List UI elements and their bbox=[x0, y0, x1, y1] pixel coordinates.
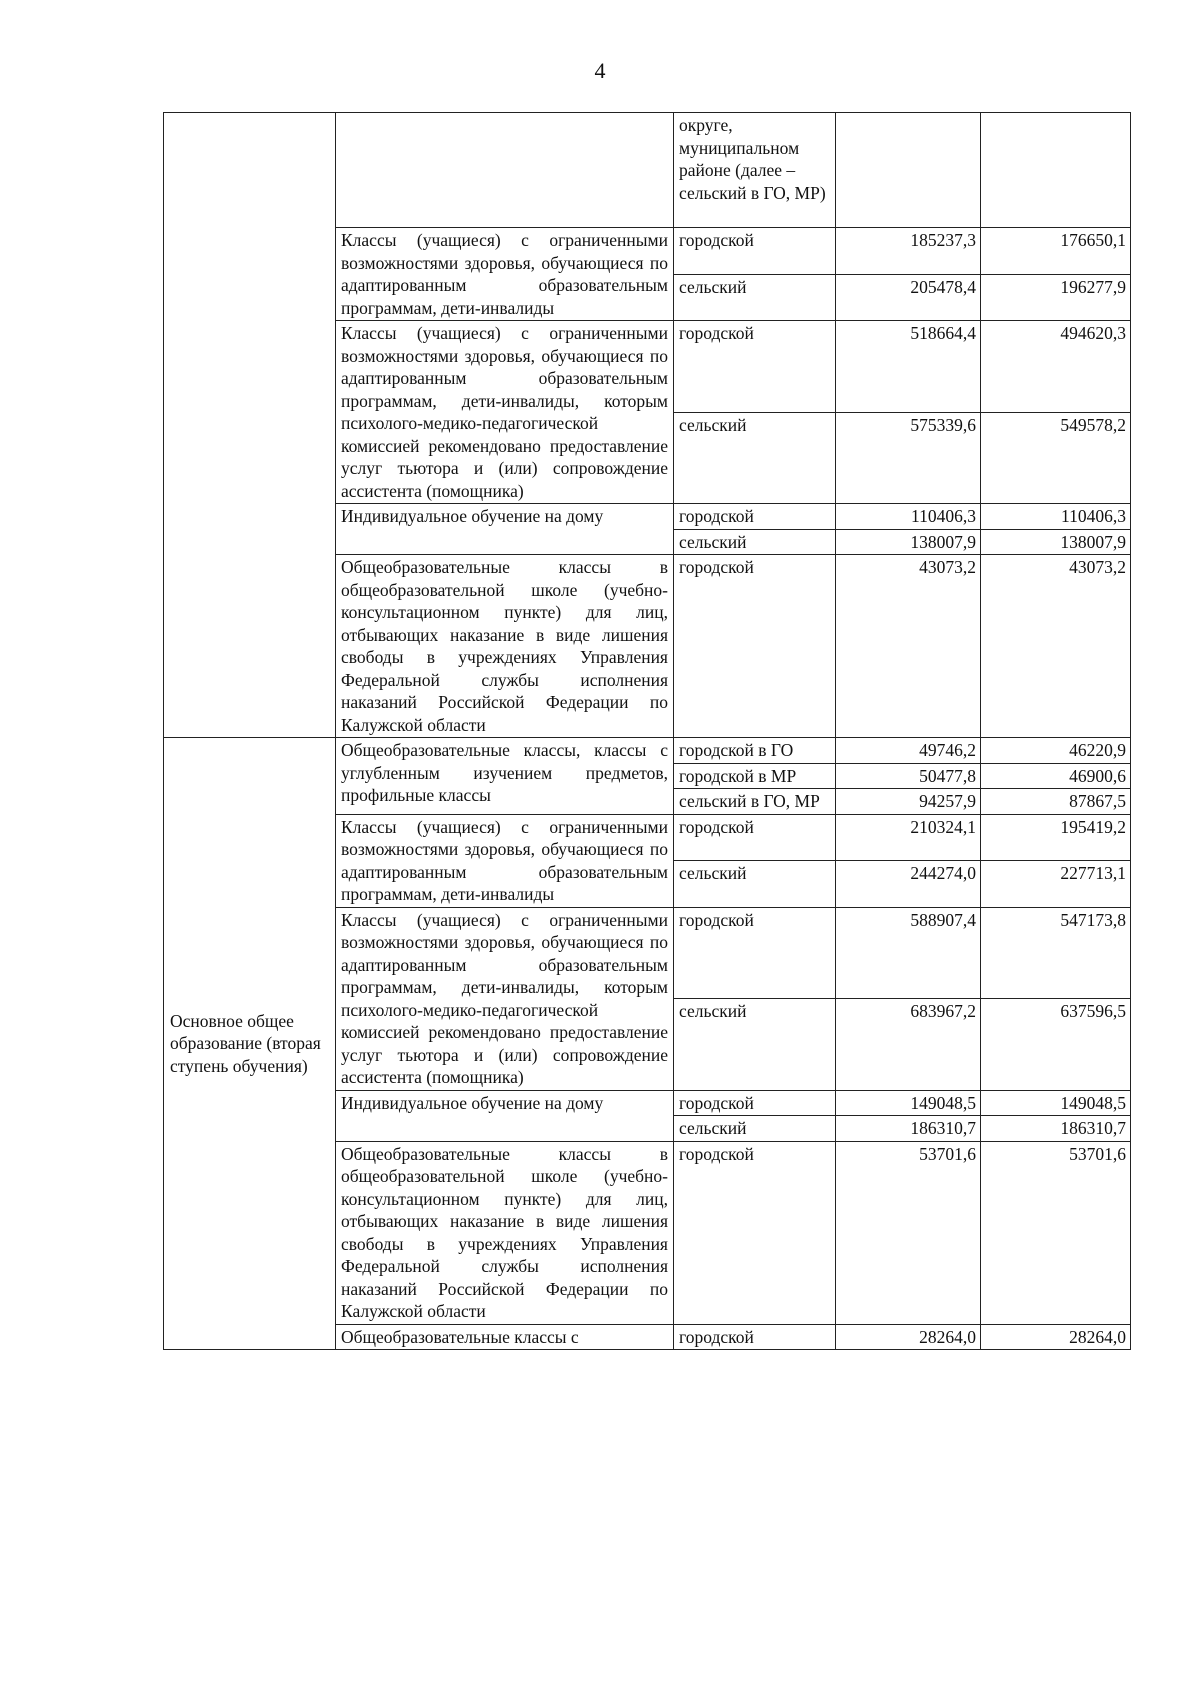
type-cell: городской bbox=[674, 504, 836, 530]
type-cell: сельский bbox=[674, 274, 836, 321]
desc-cell: Общеобразовательные классы в общеобразовательной школе (учебно-консультационном пункте) для лиц, отбывающих наказание в виде лишения свободы в учреждениях Управления Федеральной службы исполнения наказаний Российской Федерации по Калужской области bbox=[336, 1141, 674, 1324]
value-cell bbox=[836, 113, 981, 228]
type-cell: городской в МР bbox=[674, 763, 836, 789]
type-cell: сельский bbox=[674, 1116, 836, 1142]
value-cell: 575339,6 bbox=[836, 412, 981, 504]
value-cell: 637596,5 bbox=[981, 999, 1131, 1091]
value-cell: 43073,2 bbox=[981, 555, 1131, 738]
desc-cell: Индивидуальное обучение на дому bbox=[336, 504, 674, 555]
value-cell: 110406,3 bbox=[836, 504, 981, 530]
desc-cell bbox=[336, 113, 674, 228]
value-cell: 87867,5 bbox=[981, 789, 1131, 815]
desc-cell: Общеобразовательные классы, классы с углубленным изучением предметов, профильные классы bbox=[336, 738, 674, 815]
level-cell: Основное общее образование (вторая ступень обучения) bbox=[164, 738, 336, 1350]
value-cell bbox=[981, 113, 1131, 228]
cost-table bbox=[163, 112, 1131, 1350]
value-cell: 50477,8 bbox=[836, 763, 981, 789]
type-cell: городской bbox=[674, 814, 836, 861]
level-cell bbox=[164, 113, 336, 738]
value-cell: 176650,1 bbox=[981, 228, 1131, 275]
value-cell: 547173,8 bbox=[981, 907, 1131, 999]
value-cell: 149048,5 bbox=[836, 1090, 981, 1116]
type-cell: городской bbox=[674, 321, 836, 413]
desc-cell: Классы (учащиеся) с ограниченными возможностями здоровья, обучающиеся по адаптированным образовательным программам, дети-инвалиды bbox=[336, 228, 674, 321]
type-cell: городской bbox=[674, 555, 836, 738]
value-cell: 94257,9 bbox=[836, 789, 981, 815]
value-cell: 244274,0 bbox=[836, 861, 981, 908]
value-cell: 149048,5 bbox=[981, 1090, 1131, 1116]
value-cell: 186310,7 bbox=[981, 1116, 1131, 1142]
type-cell: городской bbox=[674, 1141, 836, 1324]
table-row bbox=[164, 113, 1131, 228]
value-cell: 186310,7 bbox=[836, 1116, 981, 1142]
value-cell: 28264,0 bbox=[981, 1324, 1131, 1350]
desc-cell: Общеобразовательные классы с bbox=[336, 1324, 674, 1350]
value-cell: 210324,1 bbox=[836, 814, 981, 861]
type-cell: городской bbox=[674, 1324, 836, 1350]
value-cell: 227713,1 bbox=[981, 861, 1131, 908]
value-cell: 549578,2 bbox=[981, 412, 1131, 504]
value-cell: 205478,4 bbox=[836, 274, 981, 321]
type-cell: городской bbox=[674, 228, 836, 275]
value-cell: 110406,3 bbox=[981, 504, 1131, 530]
type-cell: городской bbox=[674, 1090, 836, 1116]
desc-cell: Классы (учащиеся) с ограниченными возможностями здоровья, обучающиеся по адаптированным образовательным программам, дети-инвалиды bbox=[336, 814, 674, 907]
value-cell: 138007,9 bbox=[836, 529, 981, 555]
page-number: 4 bbox=[594, 58, 606, 83]
type-cell: сельский bbox=[674, 412, 836, 504]
type-cell: сельский в ГО, МР bbox=[674, 789, 836, 815]
value-cell: 43073,2 bbox=[836, 555, 981, 738]
desc-cell: Классы (учащиеся) с ограниченными возможностями здоровья, обучающиеся по адаптированным образовательным программам, дети-инвалиды, которым психолого-медико-педагогической комиссией рекомендовано предоставление услуг тьютора и (или) сопровождение ассистента (помощника) bbox=[336, 321, 674, 504]
value-cell: 185237,3 bbox=[836, 228, 981, 275]
value-cell: 46220,9 bbox=[981, 738, 1131, 764]
desc-cell: Общеобразовательные классы в общеобразовательной школе (учебно-консультационном пункте) для лиц, отбывающих наказание в виде лишения свободы в учреждениях Управления Федеральной службы исполнения наказаний Российской Федерации по Калужской области bbox=[336, 555, 674, 738]
value-cell: 53701,6 bbox=[836, 1141, 981, 1324]
type-cell: городской bbox=[674, 907, 836, 999]
value-cell: 49746,2 bbox=[836, 738, 981, 764]
value-cell: 494620,3 bbox=[981, 321, 1131, 413]
type-cell: городской в ГО bbox=[674, 738, 836, 764]
value-cell: 138007,9 bbox=[981, 529, 1131, 555]
value-cell: 196277,9 bbox=[981, 274, 1131, 321]
desc-cell: Классы (учащиеся) с ограниченными возможностями здоровья, обучающиеся по адаптированным образовательным программам, дети-инвалиды, которым психолого-медико-педагогической комиссией рекомендовано предоставление услуг тьютора и (или) сопровождение ассистента (помощника) bbox=[336, 907, 674, 1090]
table-row bbox=[164, 738, 1131, 764]
type-cell: сельский bbox=[674, 861, 836, 908]
value-cell: 46900,6 bbox=[981, 763, 1131, 789]
value-cell: 683967,2 bbox=[836, 999, 981, 1091]
type-cell: сельский bbox=[674, 999, 836, 1091]
type-cell: округе, муниципальном районе (далее – сельский в ГО, МР) bbox=[674, 113, 836, 228]
value-cell: 53701,6 bbox=[981, 1141, 1131, 1324]
value-cell: 28264,0 bbox=[836, 1324, 981, 1350]
type-cell: сельский bbox=[674, 529, 836, 555]
value-cell: 195419,2 bbox=[981, 814, 1131, 861]
value-cell: 518664,4 bbox=[836, 321, 981, 413]
value-cell: 588907,4 bbox=[836, 907, 981, 999]
desc-cell: Индивидуальное обучение на дому bbox=[336, 1090, 674, 1141]
